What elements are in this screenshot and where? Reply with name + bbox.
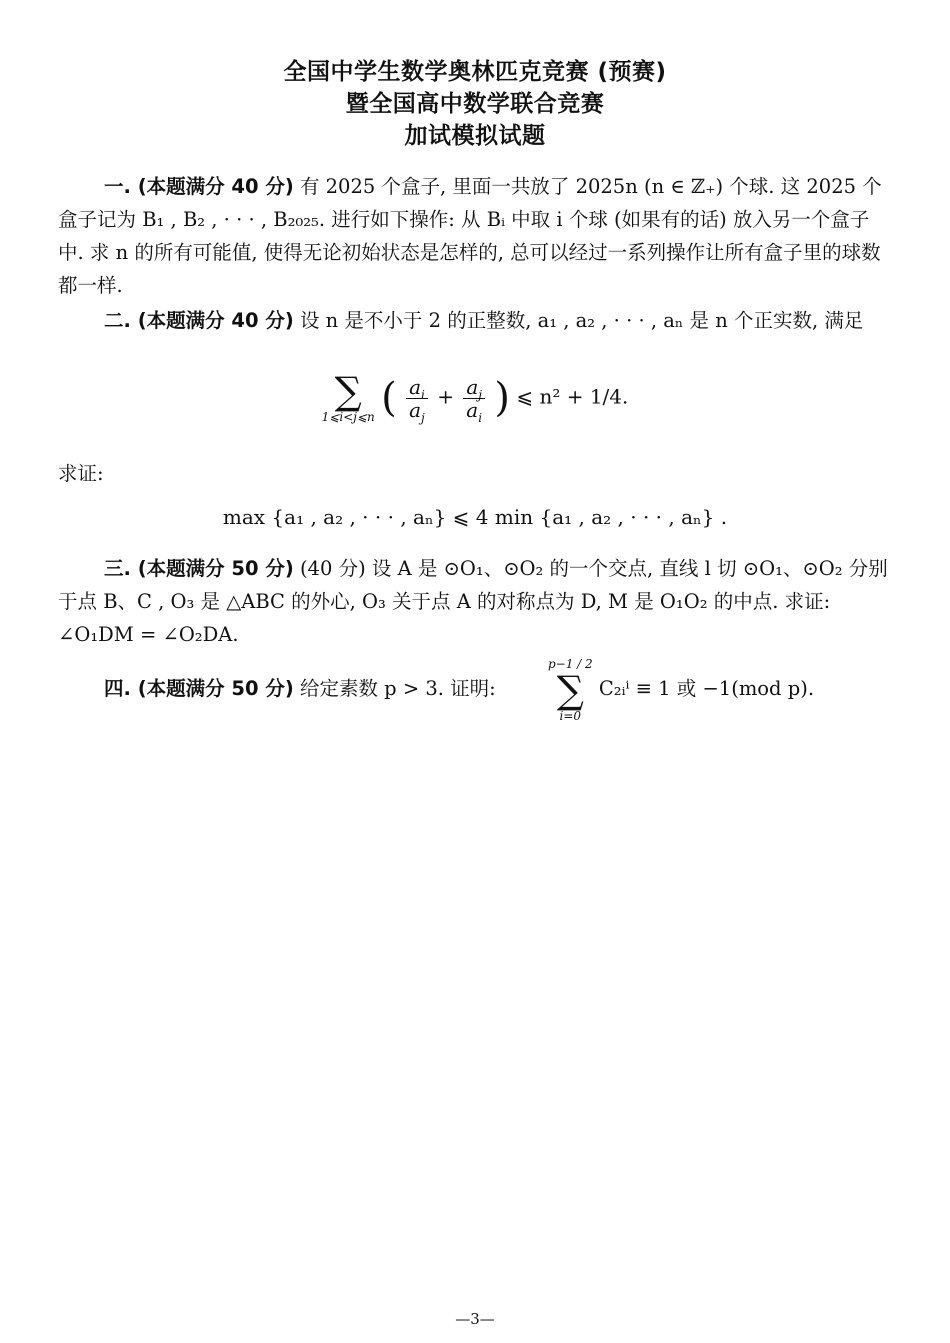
fraction-ai-aj: $\frac{a_i}{a_j}$ [406, 376, 428, 421]
prove-label: 求证: [58, 462, 104, 485]
problem-2-text: 设 n 是不小于 2 的正整数, a₁ , a₂ , · · · , aₙ 是 n 个正实数, 满足 [299, 309, 864, 332]
sum-operator-4: p−1 / 2 ∑ i=0 [502, 657, 593, 723]
title-line-1: 全国中学生数学奥林匹克竞赛 (预赛) [283, 59, 667, 85]
sum-lower: i=0 [559, 708, 582, 723]
page-number: —3— [455, 1310, 495, 1328]
problem-2-label: 二. (本题满分 40 分) [104, 309, 294, 332]
title-line-2: 暨全国高中数学联合竞赛 [345, 91, 605, 117]
problem-4 [58, 654, 892, 724]
sum-limits: 1⩽i<j⩽n [321, 410, 375, 424]
formula-inequality: ∑ 1⩽i<j⩽n ( $\frac{a_i}{a_j}$ + $\frac{a_j}{a_i}$ ) ⩽ n² + 1/4. [321, 369, 629, 425]
problem-4-text-after: C₂ᵢⁱ ≡ 1 或 −1(mod p). [598, 677, 815, 700]
sum-operator: ∑ 1⩽i<j⩽n [321, 369, 375, 424]
formula-rhs: ⩽ n² + 1/4. [516, 384, 629, 409]
problem-3 [58, 552, 892, 651]
problem-4-label: 四. (本题满分 50 分) [104, 677, 294, 700]
problem-2 [58, 304, 892, 337]
problem-3-label: 三. (本题满分 50 分) [104, 557, 294, 580]
title-line-3: 加试模拟试题 [404, 123, 546, 149]
problem-1-text: 有 2025 个盒子, 里面一共放了 2025n (n ∈ ℤ₊) 个球. 这 2025 个盒子记为 B₁ , B₂ , · · · , B₂₀₂₅. 进行如下操作: 从 Bᵢ 中取 i 个球 (如果有的话) 放入另一个盒子中. 求 n 的所有可能值, 使得无论初始状态是怎样的, 总可以经过一系列操作让所有盒子里的球数都一样. [58, 175, 882, 297]
formula-max-min: max {a₁ , a₂ , · · · , aₙ} ⩽ 4 min {a₁ , a₂ , · · · , aₙ} . [222, 505, 728, 529]
problem-4-text-before: 给定素数 p > 3. 证明: [299, 677, 496, 700]
problem-3-text: (40 分) 设 A 是 ⊙O₁、⊙O₂ 的一个交点, 直线 l 切 ⊙O₁、⊙O₂ 分别于点 B、C , O₃ 是 △ABC 的外心, O₃ 关于点 A 的对称点为 D, M 是 O₁O₂ 的中点. 求证: ∠O₁DM = ∠O₂DA. [58, 557, 888, 646]
problem-1 [58, 170, 892, 302]
problem-1-label: 一. (本题满分 40 分) [104, 175, 294, 198]
title-block [0, 56, 950, 152]
fraction-aj-ai: $\frac{a_j}{a_i}$ [463, 376, 485, 421]
sum-upper: p−1 / 2 [547, 656, 593, 671]
